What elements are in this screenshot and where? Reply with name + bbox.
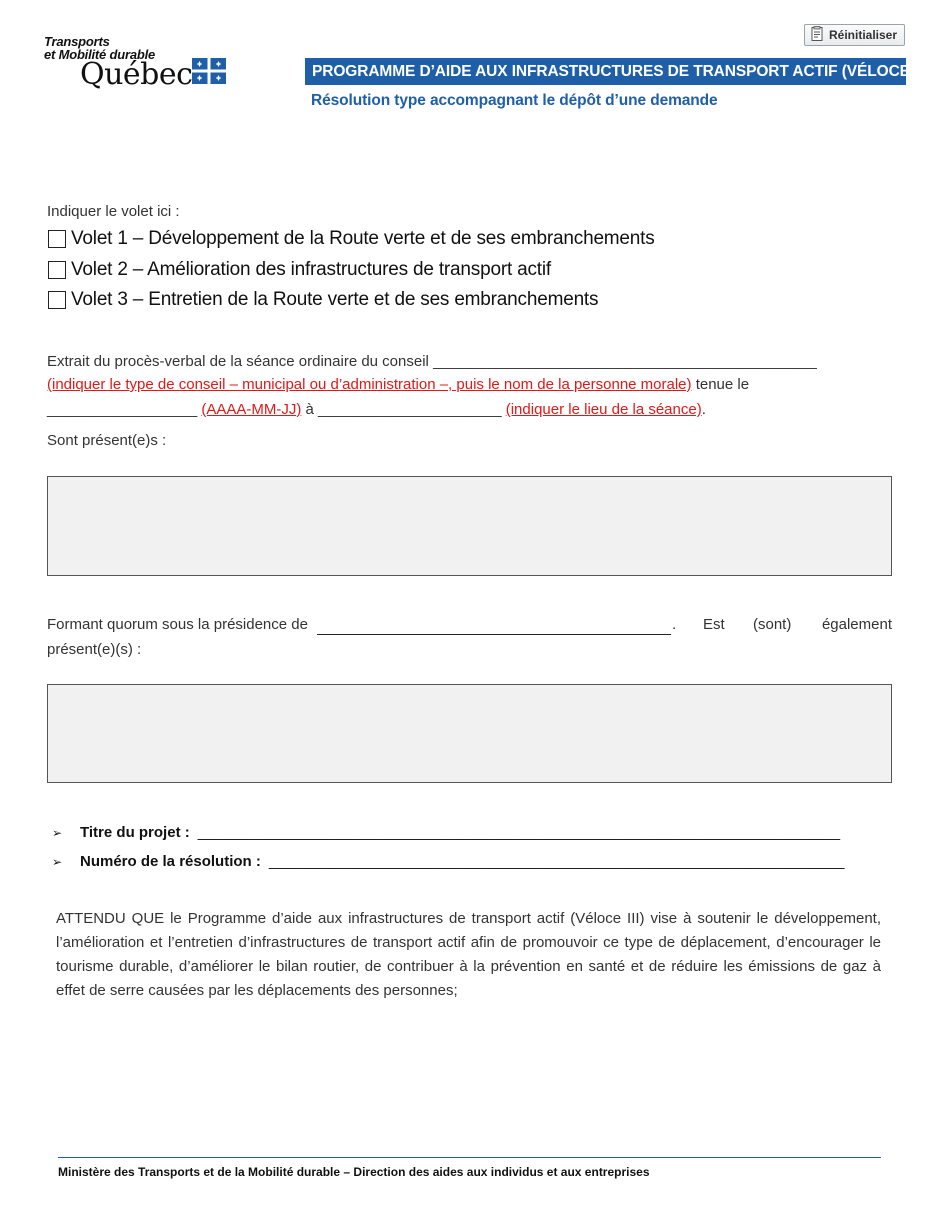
volet-option-1[interactable]	[48, 228, 655, 250]
quorum-line-1	[47, 616, 892, 636]
volet-2-checkbox[interactable]	[48, 261, 66, 279]
attendu-paragraph: ATTENDU QUE le Programme d’aide aux infrastructures de transport actif (Véloce III) vise à soutenir le développement, l’amélioration et l’entretien d’infrastructures de transport actif afin de promouvoir ce type de déplacement, d’encourager le tourisme durable, d’améliorer le bilan routier, de contribuer à la prévention en santé et de réduire les émissions de gaz à effet de serre causées par les déplacements des personnes;	[56, 910, 881, 999]
quebec-flag-icon	[192, 58, 226, 84]
period: .	[701, 401, 706, 418]
extract-line-2	[47, 376, 749, 393]
footer-divider	[58, 1157, 881, 1158]
present-textbox[interactable]	[47, 476, 892, 576]
quorum-period: .	[672, 616, 677, 633]
program-title-band: PROGRAMME D’AIDE AUX INFRASTRUCTURES DE TRANSPORT ACTIF (VÉLOCE III)	[305, 58, 906, 85]
reset-button-label: Réinitialiser	[829, 28, 898, 42]
footer-text: Ministère des Transports et de la Mobilité durable – Direction des aides aux individus et aux entreprises	[58, 1165, 650, 1179]
date-format-instruction: (AAAA-MM-JJ)	[201, 401, 302, 418]
conseil-blank[interactable]: ______________________________________________	[433, 353, 817, 370]
volet-3-label: Volet 3 – Entretien de la Route verte et de ses embranchements	[71, 289, 599, 310]
reset-button[interactable]	[804, 24, 905, 46]
arrow-bullet-icon: ➢	[52, 855, 63, 869]
volet-option-3[interactable]	[48, 289, 598, 311]
volet-2-label: Volet 2 – Amélioration des infrastructures de transport actif	[71, 259, 551, 280]
titre-projet-blank[interactable]: _____________________________________________________________________________	[197, 824, 841, 841]
quorum-word-sont: (sont)	[753, 616, 792, 633]
present-label: Sont présent(e)s :	[47, 432, 167, 449]
arrow-bullet-icon: ➢	[52, 826, 63, 840]
extract-intro-text: Extrait du procès-verbal de la séance ordinaire du conseil	[47, 353, 429, 370]
quorum-text: Formant quorum sous la présidence de	[47, 616, 308, 633]
quorum-line-2: présent(e)(s) :	[47, 641, 142, 658]
extract-line-1	[47, 353, 817, 370]
lieu-instruction: (indiquer le lieu de la séance)	[505, 401, 702, 418]
numero-resolution-label: Numéro de la résolution :	[80, 853, 261, 870]
logo-line-1: Transports	[44, 34, 110, 49]
numero-resolution-blank[interactable]: _____________________________________________________________________	[268, 853, 845, 870]
also-present-textbox[interactable]	[47, 684, 892, 783]
extract-line-3	[47, 401, 706, 418]
conseil-type-instruction: (indiquer le type de conseil – municipal ou d’administration –, puis le nom de la personne morale)	[47, 376, 692, 393]
ministry-logo	[44, 35, 244, 95]
date-blank[interactable]: __________________	[47, 401, 198, 418]
titre-projet-label: Titre du projet :	[80, 824, 190, 841]
logo-quebec-wordmark: Québec	[80, 57, 193, 92]
titre-projet-row	[52, 824, 840, 841]
presidence-field[interactable]	[317, 618, 671, 635]
lieu-blank[interactable]: ______________________	[318, 401, 502, 418]
volet-1-checkbox[interactable]	[48, 230, 66, 248]
form-reset-icon	[810, 26, 824, 45]
form-subtitle: Résolution type accompagnant le dépôt d’une demande	[311, 92, 718, 109]
tenue-le-text: tenue le	[695, 376, 750, 393]
numero-resolution-row	[52, 853, 844, 870]
logo-line-2: et Mobilité durable	[44, 47, 156, 62]
volet-prompt: Indiquer le volet ici :	[47, 203, 180, 220]
quorum-word-egalement: également	[821, 616, 892, 633]
volet-option-2[interactable]	[48, 259, 551, 281]
a-text: à	[305, 401, 314, 418]
quorum-word-est: Est	[703, 616, 725, 633]
volet-1-label: Volet 1 – Développement de la Route verte et de ses embranchements	[71, 228, 655, 249]
volet-3-checkbox[interactable]	[48, 291, 66, 309]
